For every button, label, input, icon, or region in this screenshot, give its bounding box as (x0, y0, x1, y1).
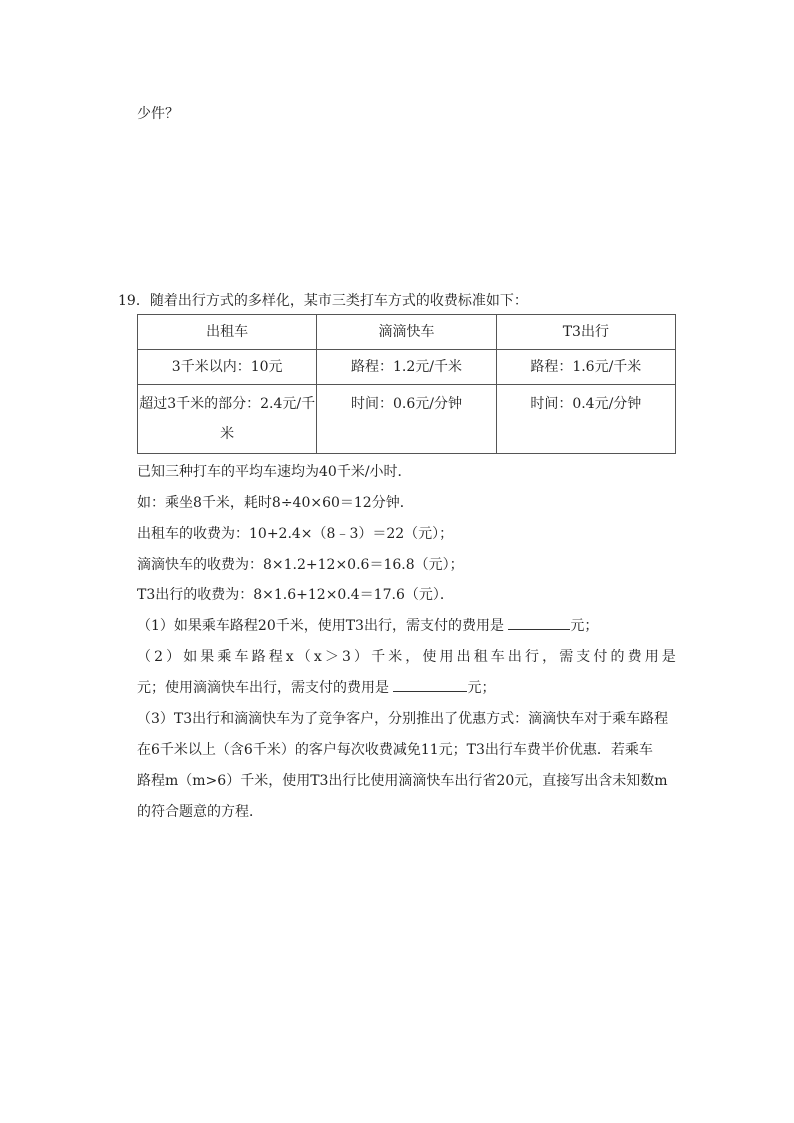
table-cell: 路程：1.6元/千米 (496, 350, 675, 385)
table-cell: 时间：0.4元/分钟 (496, 385, 675, 454)
table-cell: 超过3千米的部分：2.4元/千米 (138, 385, 317, 454)
table-header-cell: 滴滴快车 (317, 315, 496, 350)
part-3-line-2: 在6千米以上（含6千米）的客户每次收费减免11元；T3出行车费半价优惠．若乘车 (137, 742, 653, 758)
table-header-cell: T3出行 (496, 315, 675, 350)
question-intro (118, 290, 528, 310)
answer-blank-2[interactable] (393, 677, 467, 692)
part-2-suffix: 元； (467, 680, 496, 696)
table-row (138, 350, 676, 385)
part-3-line-1: （3）T3出行和滴滴快车为了竞争客户，分别推出了优惠方式：滴滴快车对于乘车路程 (137, 711, 669, 727)
table-cell: 路程：1.2元/千米 (317, 350, 496, 385)
t3-fee-line: T3出行的收费为：8×1.6+12×0.4＝17.6（元）． (137, 587, 454, 603)
example-line: 如：乘坐8千米，耗时8÷40×60＝12分钟． (137, 495, 414, 511)
part-2-line-2 (137, 677, 495, 697)
didi-fee-line: 滴滴快车的收费为：8×1.2+12×0.6＝16.8（元）； (137, 557, 464, 573)
previous-question-tail: 少件？ (137, 106, 179, 122)
table-header-row (138, 315, 676, 350)
table-row (138, 385, 676, 454)
part-3-line-3: 路程m（m>6）千米，使用T3出行比使用滴滴快车出行省20元，直接写出含未知数m (137, 773, 668, 789)
taxi-fee-line: 出租车的收费为：10+2.4×（8﹣3）＝22（元）； (137, 526, 454, 542)
table-header-cell: 出租车 (138, 315, 317, 350)
question-intro-text: 随着出行方式的多样化，某市三类打车方式的收费标准如下： (149, 293, 528, 309)
table-cell: 3千米以内：10元 (138, 350, 317, 385)
fee-table (137, 314, 676, 454)
table-cell: 时间：0.6元/分钟 (317, 385, 496, 454)
answer-blank-1[interactable] (508, 615, 570, 630)
part-1 (137, 615, 598, 635)
speed-line: 已知三种打车的平均车速均为40千米/小时． (137, 464, 412, 480)
part-3-line-4: 的符合题意的方程． (137, 804, 263, 820)
question-number: 19． (118, 293, 150, 309)
part-1-text: （1）如果乘车路程20千米，使用T3出行，需支付的费用是 (137, 618, 504, 634)
part-1-suffix: 元； (570, 618, 599, 634)
part-2-line-1: （2）如果乘车路程x（x＞3）千米，使用出租车出行，需支付的费用是 (137, 649, 679, 665)
part-2-text: 元；使用滴滴快车出行，需支付的费用是 (137, 680, 389, 696)
